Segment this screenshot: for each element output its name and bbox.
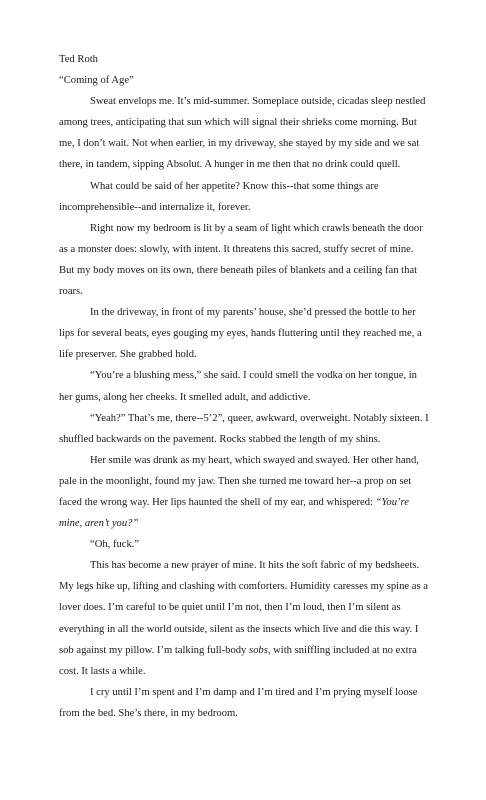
paragraph-9-text: This has become a new prayer of mine. It hits the soft fabric of my bedsheets. My legs hike up, lifting and clashing with comforters. Humidity caresses my spine as a lover does. I’m careful to be quiet until I’m not, then I’m loud, then I’m silent as everything in all the world outside, silent as the insects which live and die this way. I sob against my pillow. I’m talking full-body [59, 560, 428, 656]
paragraph-9-emphasis: sobs [248, 644, 268, 656]
manuscript-text [59, 49, 431, 724]
paragraph-6: “Yeah?” That’s me, there--5’2”, queer, awkward, overweight. Notably sixteen. I shuffled backwards on the pavement. Rocks stabbed the length of my shins. [59, 412, 429, 445]
paragraph-2: What could be said of her appetite? Know this--that some things are incomprehensible--and internalize it, forever. [59, 180, 379, 213]
paragraph-7-text: Her smile was drunk as my heart, which swayed and swayed. Her other hand, pale in the moonlight, found my jaw. Then she turned me toward her--a prop on set faced the wrong way. Her lips haunted the shell of my ear, and whispered: [59, 454, 419, 508]
paragraph-7 [59, 450, 431, 534]
paragraph-7-whisper: “You’re mine, aren’t you?” [59, 496, 409, 530]
author-name: Ted Roth [59, 54, 98, 65]
paragraph-8: “Oh, fuck.” [90, 539, 140, 551]
paragraph-3: Right now my bedroom is lit by a seam of light which crawls beneath the door as a monster does: slowly, with intent. It threatens this sacred, stuffy secret of mine. But my body moves on its own, there beneath piles of blankets and a ceiling fan that roars. [59, 222, 423, 298]
paragraph-1: Sweat envelops me. It’s mid-summer. Someplace outside, cicadas sleep nestled among trees, anticipating that sun which will signal their shrieks come morning. But me, I don’t wait. Not when earlier, in my driveway, she stayed by my side and we sat there, in tandem, sipping Absolut. A hunger in me then that no drink could quell. [59, 96, 426, 171]
paragraph-5: “You’re a blushing mess,” she said. I could smell the vodka on her tongue, in her gums, along her cheeks. It smelled adult, and addictive. [59, 370, 417, 403]
paragraph-9-tail: , with sniffling included at no extra cost. It lasts a while. [59, 644, 417, 677]
paragraph-4: In the driveway, in front of my parents’ house, she’d pressed the bottle to her lips for several beats, eyes gouging my eyes, hands fluttering until they reached me, a life preserver. She grabbed hold. [59, 307, 422, 361]
story-title: “Coming of Age” [59, 75, 134, 87]
paragraph-10: I cry until I’m spent and I’m damp and I’m tired and I’m prying myself loose from the bed. She’s there, in my bedroom. [59, 686, 418, 719]
paragraph-9 [59, 555, 431, 682]
